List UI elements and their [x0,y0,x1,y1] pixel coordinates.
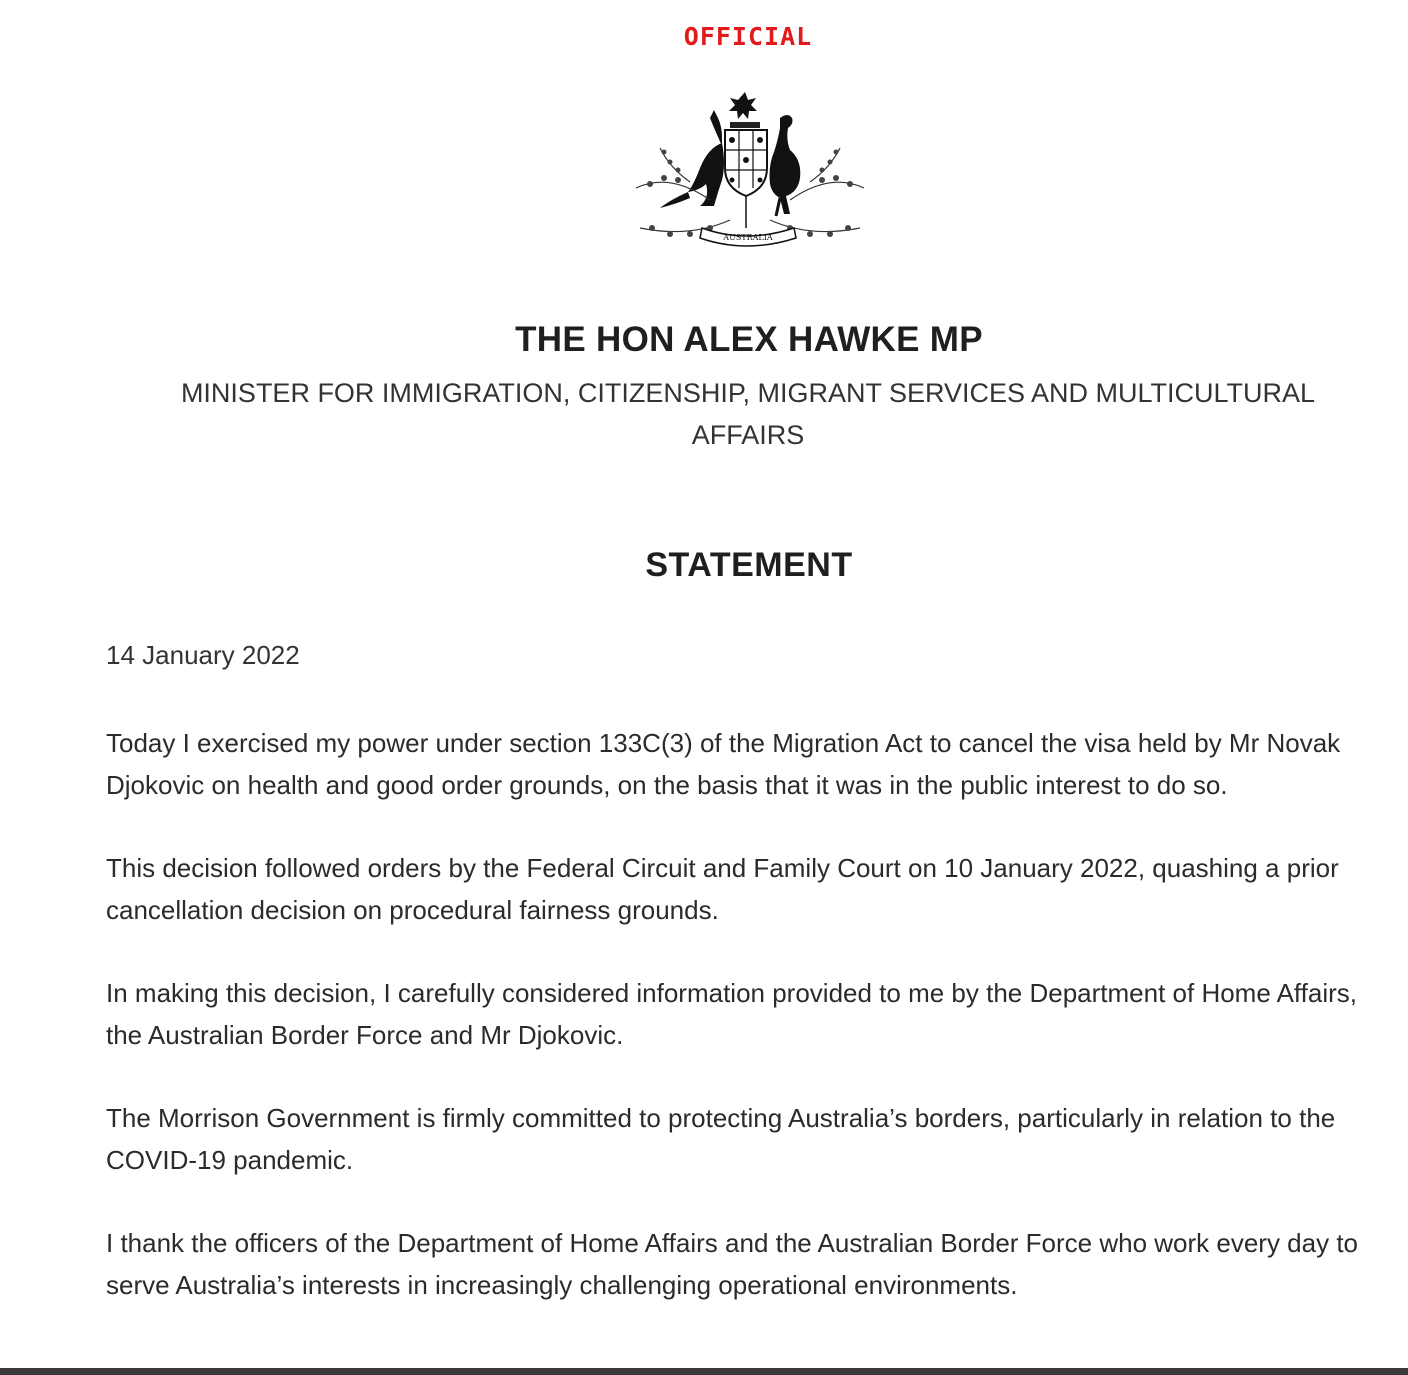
paragraph-1: Today I exercised my power under section 133C(3) of the Migration Act to cancel the visa held by Mr Novak Djokovic on health and good order grounds, on the basis that it was in the public interest to do so. [106,728,1341,800]
classification-label: OFFICIAL [683,22,813,51]
statement-body [106,722,1396,1347]
crest-motto: AUSTRALIA [723,233,773,242]
australian-coat-of-arms-icon [630,88,870,258]
paragraph-3: In making this decision, I carefully considered information provided to me by the Department of Home Affairs, the Australian Border Force and Mr Djokovic. [106,978,1358,1050]
paragraph-2: This decision followed orders by the Federal Circuit and Family Court on 10 January 2022, quashing a prior cancellation decision on procedural fairness grounds. [106,853,1339,925]
document-type-heading: STATEMENT [645,546,853,584]
paragraph-4: The Morrison Government is firmly committed to protecting Australia’s borders, particularly in relation to the COVID-19 pandemic. [106,1103,1336,1175]
bottom-divider [0,1368,1408,1375]
minister-name: THE HON ALEX HAWKE MP [515,320,983,359]
minister-title: MINISTER FOR IMMIGRATION, CITIZENSHIP, MIGRANT SERVICES AND MULTICULTURAL AFFAIRS [180,378,1316,450]
paragraph-5: I thank the officers of the Department of Home Affairs and the Australian Border Force who work every day to serve Australia’s interests in increasingly challenging operational environments. [106,1228,1359,1300]
statement-date: 14 January 2022 [106,640,300,670]
